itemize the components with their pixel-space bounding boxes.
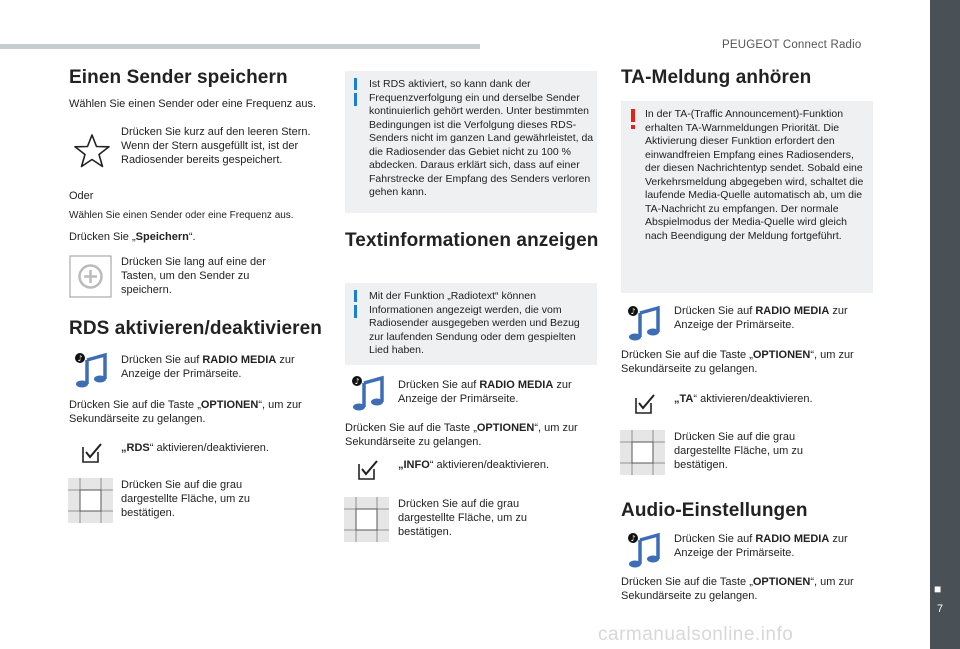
grey-area-icon [620, 430, 665, 475]
text-ta-grey: Drücken Sie auf die grau dargestellte Fläche, um zu bestätigen. [674, 431, 804, 471]
checkbox-icon [635, 394, 655, 414]
text-press-save: Drücken Sie „Speichern“. [69, 231, 196, 243]
warning-note-ta [621, 101, 873, 293]
text-rds-toggle: „RDS“ aktivieren/deaktivieren. [121, 442, 269, 454]
info-note-radiotext-text: Mit der Funktion „Radiotext“ können Informationen angezeigt werden, die vom Radiosender ausgegeben werden und Bezug zur laufenden Sendung oder dem gespielten Lied haben. [369, 290, 580, 356]
checkbox-icon [358, 460, 378, 480]
heading-ta: TA-Meldung anhören [621, 67, 812, 88]
text-audio-options: Drücken Sie auf die Taste „OPTIONEN“, um zur Sekundärseite zu gelangen. [621, 576, 854, 602]
music-note-icon [74, 352, 110, 388]
svg-text:♪: ♪ [77, 354, 83, 363]
info-note-radiotext [345, 283, 597, 365]
text-text-grey: Drücken Sie auf die grau dargestellte Fläche, um zu bestätigen. [398, 498, 528, 538]
text-ta-radio-media: Drücken Sie auf RADIO MEDIA zur Anzeige der Primärseite. [674, 305, 848, 331]
text-ta-toggle: „TA“ aktivieren/deaktivieren. [674, 393, 813, 405]
info-icon-bar [354, 78, 357, 90]
text-select-station: Wählen Sie einen Sender oder eine Frequenz aus. [69, 98, 317, 110]
text-info-toggle: „INFO“ aktivieren/deaktivieren. [398, 459, 550, 471]
text-rds-options: Drücken Sie auf die Taste „OPTIONEN“, um zur Sekundärseite zu gelangen. [69, 399, 302, 425]
heading-save-station: Einen Sender speichern [69, 67, 288, 88]
info-note-rds [345, 71, 597, 213]
info-icon-bar [354, 93, 357, 106]
text-ta-options: Drücken Sie auf die Taste „OPTIONEN“, um zur Sekundärseite zu gelangen. [621, 349, 854, 375]
music-note-icon [627, 305, 663, 341]
heading-text-info: Textinformationen anzeigen [345, 230, 599, 251]
star-icon [73, 133, 111, 169]
page-number: 7 [937, 603, 944, 615]
header-rule [0, 44, 480, 49]
page-marker: ■ [934, 582, 942, 596]
text-star-instruction: Drücken Sie kurz auf den leeren Stern. Wenn der Stern ausgefüllt ist, ist der Radiosender bereits gespeichert. [121, 126, 311, 166]
svg-text:♪: ♪ [630, 534, 636, 543]
text-long-press: Drücken Sie lang auf eine der Tasten, um den Sender zu speichern. [121, 256, 266, 296]
heading-audio: Audio-Einstellungen [621, 500, 808, 521]
page-header-title: PEUGEOT Connect Radio [722, 39, 862, 51]
info-icon-bar [354, 305, 357, 318]
grey-area-icon [344, 497, 389, 542]
text-oder: Oder [69, 190, 94, 202]
music-note-icon [627, 532, 663, 568]
warning-note-ta-text: In der TA-(Traffic Announcement)-Funktion erhalten TA-Warnmeldungen Priorität. Die Aktivierung dieser Funktion erfordert den einwandfreien Empfang eines Radiosenders, der diesen Nachrichtentyp sendet. Sobald eine Verkehrsmeldung abgegeben wird, schaltet die laufende Media-Quelle automatisch ab, um die TA-Nachricht zu empfangen. Der normale Abspielmodus der Media-Quelle wird gleich nach Beendigung der Meldung fortgeführt. [645, 108, 864, 242]
svg-text:♪: ♪ [354, 377, 360, 386]
warning-icon [631, 109, 635, 122]
side-tab [930, 0, 960, 649]
checkbox-icon [82, 443, 102, 463]
text-rds-grey: Drücken Sie auf die grau dargestellte Fläche, um zu bestätigen. [121, 479, 251, 519]
warning-icon-dot [631, 125, 635, 129]
grey-area-icon [68, 478, 113, 523]
heading-rds: RDS aktivieren/deaktivieren [69, 318, 322, 339]
info-note-rds-text: Ist RDS aktiviert, so kann dank der Frequenzverfolgung ein und derselbe Sender kontinuierlich gehört werden. Unter bestimmten Bedingungen ist die Verfolgung dieses RDS-Senders nicht im ganzen Land gewährleistet, da die Radiosender das Gebiet nicht zu 100 % abdecken. Daraus erklärt sich, dass auf einer Fahrstrecke der Empfang des Senders verloren gehen kann. [369, 78, 594, 198]
info-icon-bar [354, 290, 357, 302]
svg-text:♪: ♪ [630, 307, 636, 316]
preset-plus-icon [69, 255, 112, 298]
text-select-station-2: Wählen Sie einen Sender oder eine Frequenz aus. [69, 210, 294, 221]
music-note-icon [351, 375, 387, 411]
text-text-options: Drücken Sie auf die Taste „OPTIONEN“, um zur Sekundärseite zu gelangen. [345, 422, 578, 448]
watermark: carmanualsonline.info [598, 624, 794, 645]
text-audio-radio-media: Drücken Sie auf RADIO MEDIA zur Anzeige der Primärseite. [674, 533, 848, 559]
text-rds-radio-media: Drücken Sie auf RADIO MEDIA zur Anzeige der Primärseite. [121, 354, 295, 380]
text-text-radio-media: Drücken Sie auf RADIO MEDIA zur Anzeige der Primärseite. [398, 379, 572, 405]
